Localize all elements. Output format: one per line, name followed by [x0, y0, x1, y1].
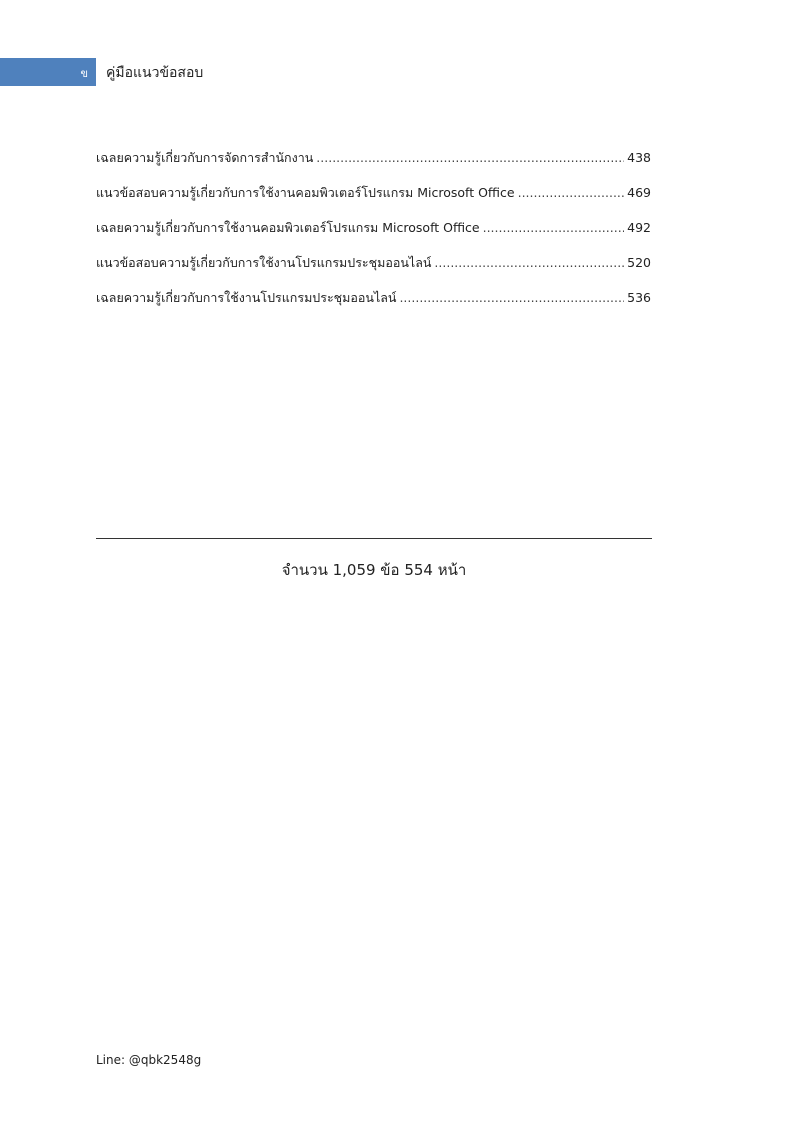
toc-entry-title: เฉลยความรู้เกี่ยวกับการใช้งานโปรแกรมประชุมออนไลน์ [96, 290, 397, 305]
toc-dot-leader [399, 290, 624, 305]
toc-entry-page: 536 [627, 290, 651, 305]
toc-entry [96, 218, 651, 253]
toc-entry-title: แนวข้อสอบความรู้เกี่ยวกับการใช้งานโปรแกรมประชุมออนไลน์ [96, 255, 432, 270]
toc-entry-title: แนวข้อสอบความรู้เกี่ยวกับการใช้งานคอมพิวเตอร์โปรแกรม Microsoft Office [96, 185, 515, 200]
divider [96, 538, 652, 539]
toc-dot-leader [518, 185, 625, 200]
toc-entry-title: เฉลยความรู้เกี่ยวกับการจัดการสำนักงาน [96, 150, 314, 165]
toc-entry [96, 288, 651, 323]
header-page-number: ข [80, 67, 88, 80]
header-bar [0, 58, 96, 86]
toc-entry [96, 253, 651, 288]
toc-dot-leader [434, 255, 624, 270]
header-title: คู่มือแนวข้อสอบ [106, 65, 204, 81]
summary-text: จำนวน 1,059 ข้อ 554 หน้า [281, 561, 467, 579]
toc-dot-leader [483, 220, 625, 235]
toc-entry-title: เฉลยความรู้เกี่ยวกับการใช้งานคอมพิวเตอร์โปรแกรม Microsoft Office [96, 220, 480, 235]
toc-entry-page: 469 [627, 185, 651, 200]
toc-entry [96, 183, 651, 218]
toc-entry-page: 438 [627, 150, 651, 165]
toc-dot-leader [316, 150, 624, 165]
toc-entry [96, 148, 651, 183]
footer-line-id: Line: @qbk2548g [96, 1053, 202, 1067]
table-of-contents [96, 148, 651, 323]
toc-entry-page: 492 [627, 220, 651, 235]
toc-entry-page: 520 [627, 255, 651, 270]
